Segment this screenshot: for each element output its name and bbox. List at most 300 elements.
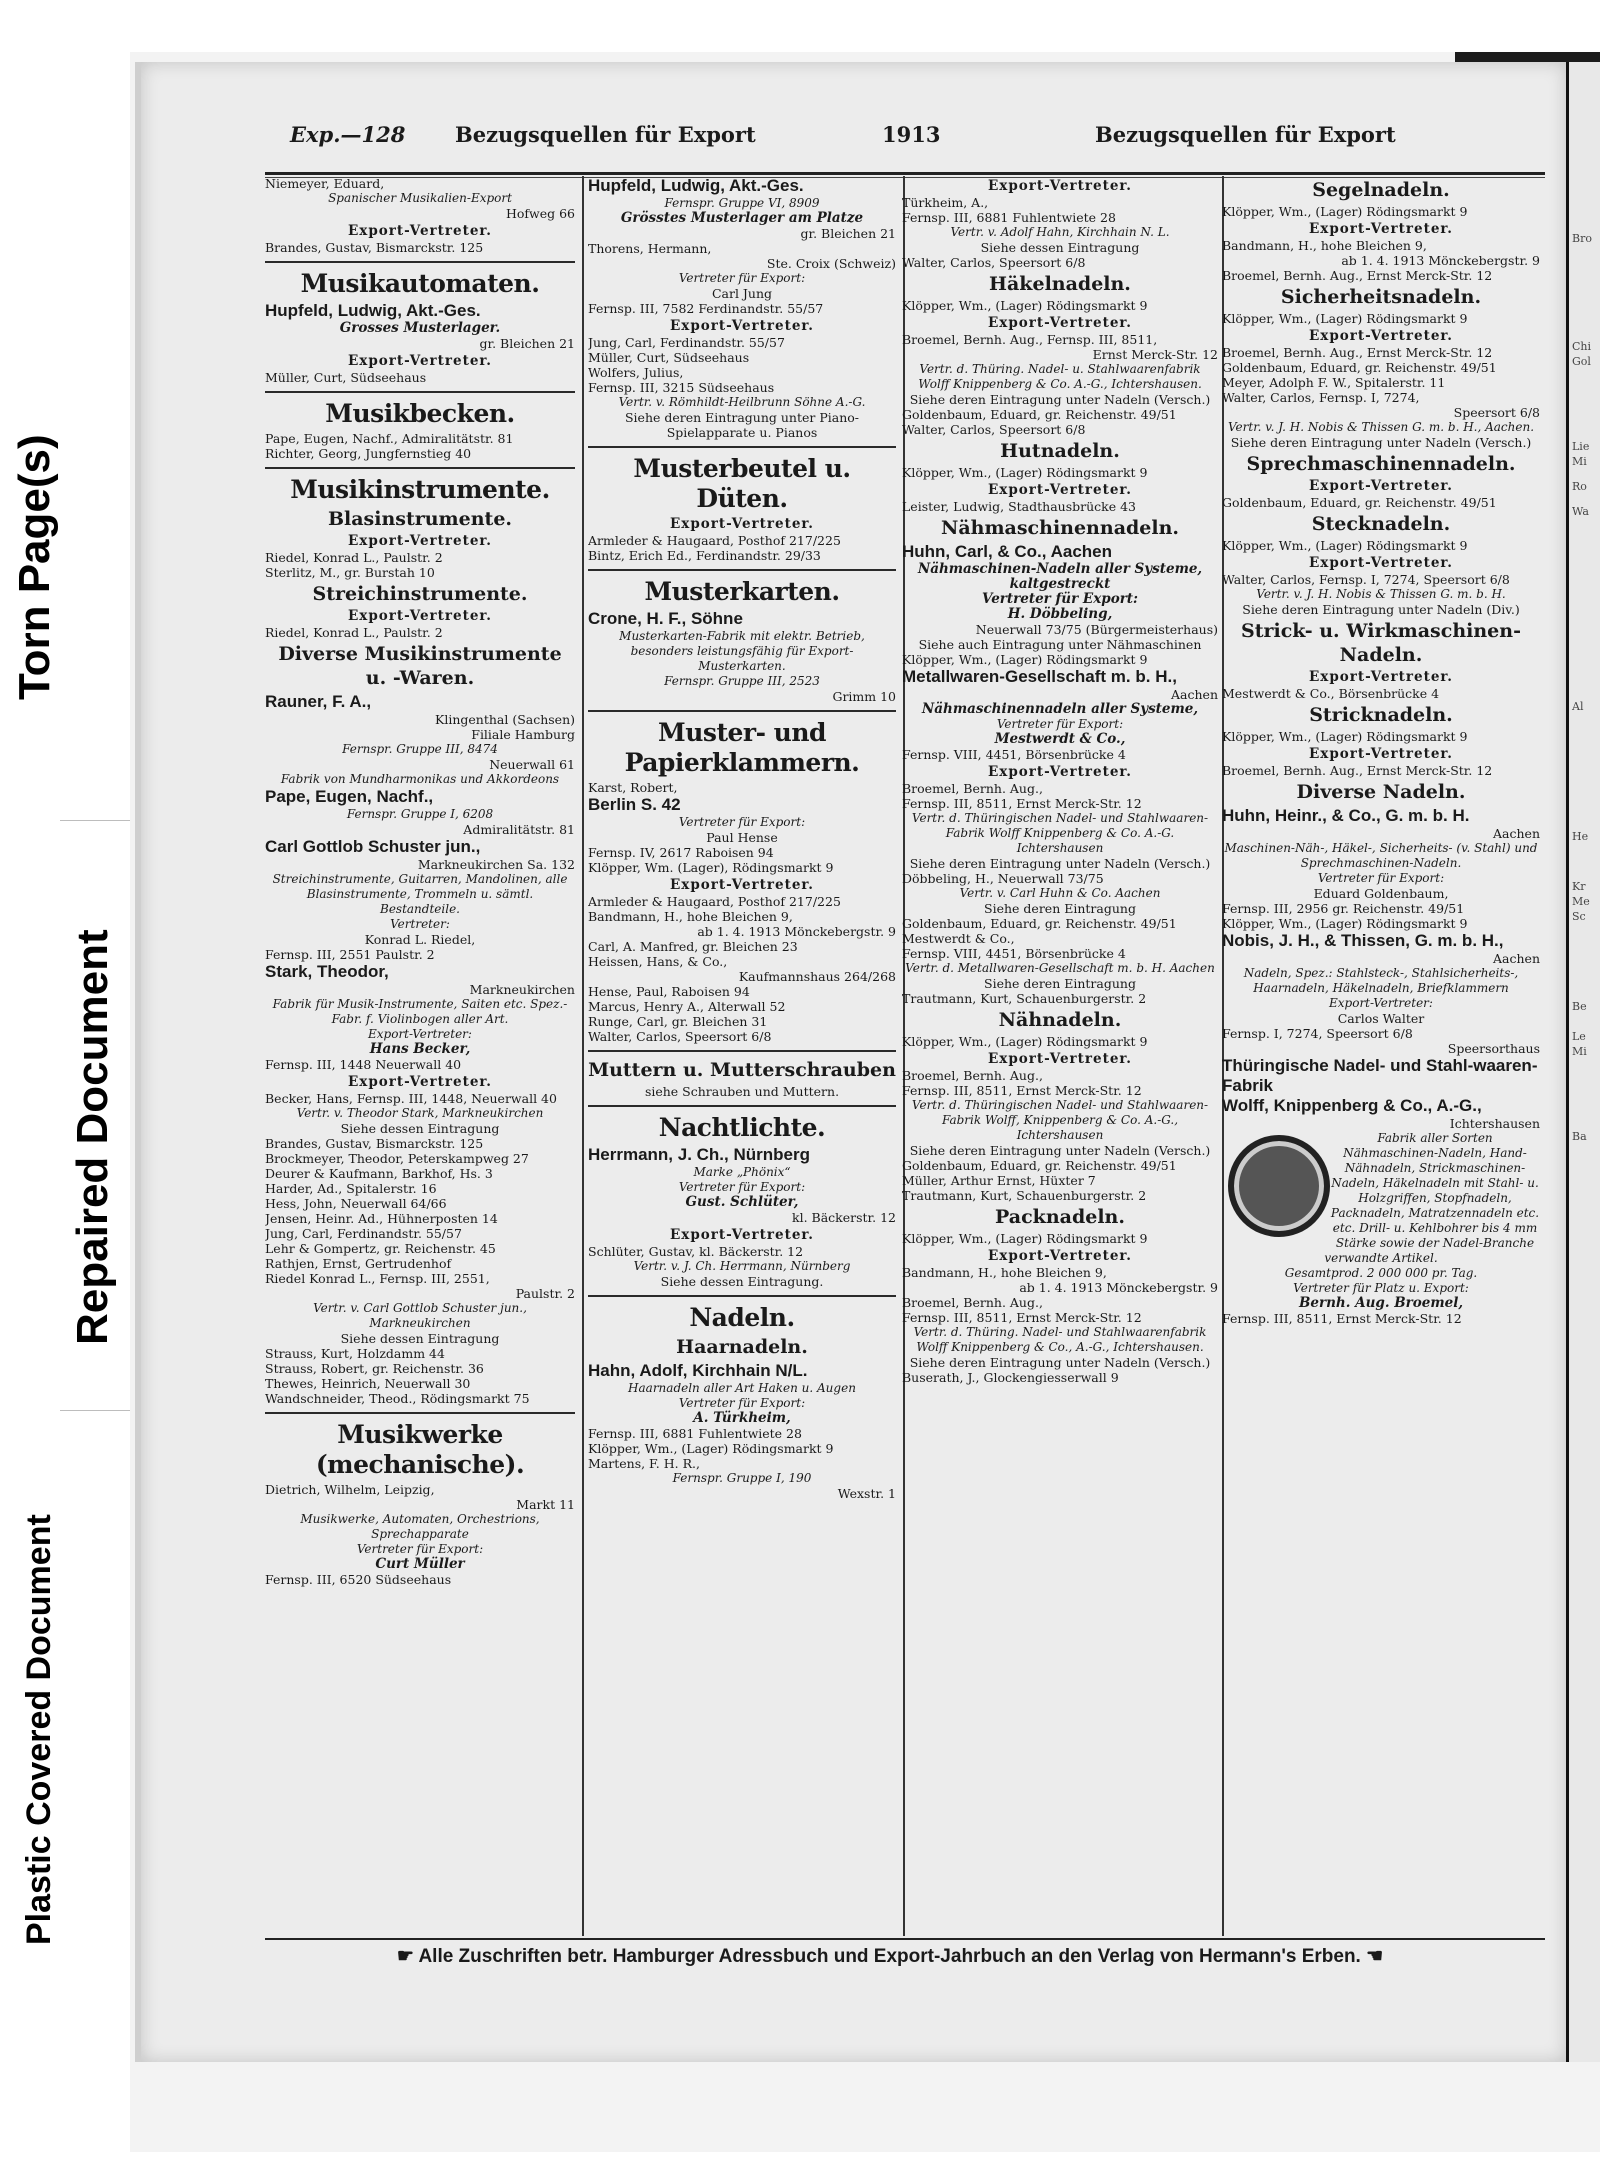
entry-address-right: Neuerwall 61 [489,757,575,772]
section-title: Musikbecken. [325,399,515,428]
export-vertreter-heading: Export-Vertreter. [347,608,493,624]
entry-address-right: Markneukirchen Sa. 132 [417,857,575,872]
entry-bold-italic: Curt Müller [375,1556,465,1572]
entry-address-right: Speersort 6/8 [1453,405,1540,420]
firm-name: Hupfeld, Ludwig, Akt.-Ges. [265,301,481,320]
export-vertreter-heading: Export-Vertreter. [1308,669,1454,685]
entry-address-right: Aachen [1493,826,1540,841]
entry-italic-note: Vertreter für Export: [356,1542,484,1556]
entry-line: Fernsp. III, 3215 Südseehaus [588,380,775,395]
annotation-sidebar [0,0,130,2177]
entry-centered-note: Eduard Goldenbaum, [1313,886,1449,901]
entry-bold-italic: Grosses Musterlager. [339,320,501,336]
footer-rule [265,1938,1545,1940]
subsection-title: Streichinstrumente. [312,583,528,605]
entry-line: Heissen, Hans, & Co., [588,954,728,969]
entry-line: Riedel, Konrad L., Paulstr. 2 [265,625,443,640]
entry-line: Deurer & Kaufmann, Barkhof, Hs. 3 [265,1166,493,1181]
entry-line: Armleder & Haugaard, Posthof 217/225 [588,894,841,909]
entry-line: Broemel, Bernh. Aug., Ernst Merck-Str. 12 [1222,345,1493,360]
adjacent-page-fragment: Sc [1572,910,1586,923]
entry-line: Walter, Carlos, Speersort 6/8 [588,1029,772,1044]
entry-line: Broemel, Bernh. Aug., Ernst Merck-Str. 12 [1222,268,1493,283]
entry-line: Klöpper, Wm., (Lager) Rödingsmarkt 9 [1222,204,1468,219]
entry-line: Jung, Carl, Ferdinandstr. 55/57 [588,335,785,350]
entry-line: Harder, Ad., Spitalerstr. 16 [265,1181,437,1196]
entry-line: Marcus, Henry A., Alterwall 52 [588,999,786,1014]
entry-line: Thorens, Hermann, [588,241,712,256]
entry-line: Schlüter, Gustav, kl. Bäckerstr. 12 [588,1244,804,1259]
entry-line: Carl, A. Manfred, gr. Bleichen 23 [588,939,798,954]
section-rule [265,391,575,393]
entry-italic-note: Streichinstrumente, Guitarren, Mandolinen, alle Blasinstrumente, Trommeln u. sämtl. Bestandteile. [272,872,568,916]
export-vertreter-heading: Export-Vertreter. [987,1051,1133,1067]
firm-name: Hupfeld, Ludwig, Akt.-Ges. [588,176,804,195]
entry-line: Armleder & Haugaard, Posthof 217/225 [588,533,841,548]
entry-line: Fernsp. III, 8511, Ernst Merck-Str. 12 [902,796,1142,811]
entry-italic-note: Maschinen-Näh-, Häkel-, Sicherheits- (v. Stahl) und Sprechmaschinen-Nadeln. [1224,841,1538,870]
entry-line: Wolfers, Julius, [588,365,684,380]
entry-address-right: Speersorthaus [1447,1041,1540,1056]
entry-line: Brandes, Gustav, Bismarckstr. 125 [265,240,484,255]
section-rule [588,1105,896,1107]
header-rule [265,172,1545,175]
entry-bold-italic: Nähmaschinennadeln aller Systeme, [921,701,1199,717]
entry-line: Müller, Curt, Südseehaus [588,350,750,365]
firm-name: Herrmann, J. Ch., Nürnberg [588,1145,810,1164]
entry-italic-note: Nadeln, Spez.: Stahlsteck-, Stahlsicherheits-, Haarnadeln, Häkelnadeln, Briefklammern [1243,966,1519,995]
entry-italic-note: Fernspr. Gruppe VI, 8909 [664,196,820,210]
entry-centered-note: Siehe auch Eintragung unter Nähmaschinen [918,637,1202,652]
entry-line: Goldenbaum, Eduard, gr. Reichenstr. 49/51 [1222,360,1497,375]
section-rule [265,467,575,469]
export-vertreter-heading: Export-Vertreter. [1308,555,1454,571]
adjacent-page-fragment: Ro [1572,480,1587,493]
subsection-title: Diverse Musikinstrumente u. -Waren. [278,643,562,689]
entry-line: Riedel Konrad L., Fernsp. III, 2551, [265,1271,490,1286]
entry-line: Goldenbaum, Eduard, gr. Reichenstr. 49/51 [1222,495,1497,510]
adjacent-page-fragment: Wa [1572,505,1589,518]
firm-name: Stark, Theodor, [265,962,389,981]
entry-bold-italic: Hans Becker, [369,1041,471,1057]
export-vertreter-heading: Export-Vertreter. [987,178,1133,194]
entry-line: Bandmann, H., hohe Bleichen 9, [1222,238,1427,253]
entry-centered-note: Siehe dessen Eintragung [980,240,1140,255]
entry-line: Fernsp. III, 1448 Neuerwall 40 [265,1057,462,1072]
entry-italic-note: Export-Vertreter: [1329,996,1433,1010]
subsection-title: Blasinstrumente. [327,508,513,530]
entry-italic-note: Vertreter für Export: [678,815,806,829]
entry-line: Walter, Carlos, Fernsp. I, 7274, Speersort 6/8 [1222,572,1510,587]
adjacent-page-fragment: Gol [1572,355,1591,368]
entry-line: Bandmann, H., hohe Bleichen 9, [902,1265,1107,1280]
header-year: 1913 [882,122,941,147]
section-title: Musterbeutel u. Düten. [633,454,851,513]
entry-bold-italic: Vertreter für Export: [981,591,1139,607]
entry-centered-note: Carl Jung [711,286,773,301]
entry-line: Klöpper, Wm. (Lager), Rödingsmarkt 9 [588,860,834,875]
subsection-title: Stricknadeln. [1309,704,1453,726]
entry-address-right: Hofweg 66 [505,206,575,221]
section-rule [588,710,896,712]
export-vertreter-heading: Export-Vertreter. [987,1248,1133,1264]
entry-line: Fernsp. III, 6881 Fuhlentwiete 28 [588,1426,802,1441]
entry-italic-note: Vertr. v. Theodor Stark, Markneukirchen [296,1106,544,1120]
entry-bold-italic: Mestwerdt & Co., [994,731,1126,747]
entry-address-right: Admiralitätstr. 81 [463,822,575,837]
entry-line: Mestwerdt & Co., [902,931,1015,946]
entry-italic-note: Vertr. d. Thüringischen Nadel- und Stahlwaaren-Fabrik Wolff Knippenberg & Co. A.-G. Ichtershausen [911,811,1209,855]
entry-centered-note: Siehe deren Eintragung [984,901,1136,916]
export-vertreter-heading: Export-Vertreter. [347,1074,493,1090]
header-right-title: Bezugsquellen für Export [1095,122,1396,147]
entry-line: Jensen, Heinr. Ad., Hühnerposten 14 [265,1211,498,1226]
entry-bold-italic: Grösstes Musterlager am Platze [620,210,864,226]
adjacent-page-fragment: Le [1572,1030,1586,1043]
entry-line: Fernsp. VIII, 4451, Börsenbrücke 4 [902,946,1126,961]
entry-line: Riedel, Konrad L., Paulstr. 2 [265,550,443,565]
entry-italic-note: Vertr. v. Carl Huhn & Co. Aachen [959,886,1161,900]
adjacent-page-fragment: Mi [1572,455,1587,468]
column-1 [265,176,575,1936]
entry-italic-note: Vertreter für Export: [678,1396,806,1410]
export-vertreter-heading: Export-Vertreter. [347,533,493,549]
entry-line: Karst, Robert, [588,780,678,795]
entry-line: Strauss, Robert, gr. Reichenstr. 36 [265,1361,484,1376]
entry-italic-note: Vertr. v. Römhildt-Heilbrunn Söhne A.-G. [618,395,866,409]
column-divider [582,176,584,1936]
entry-line: Wandschneider, Theod., Rödingsmarkt 75 [265,1391,530,1406]
entry-address-right: gr. Bleichen 21 [800,226,896,241]
adjacent-page-fragment: He [1572,830,1589,843]
entry-centered-note: Siehe deren Eintragung unter Nadeln (Div.) [1242,602,1520,617]
adjacent-page-fragment: Mi [1572,1045,1587,1058]
entry-bold-italic: Gust. Schlüter, [685,1194,799,1210]
entry-address-right: Aachen [1171,687,1218,702]
entry-bold-italic: A. Türkheim, [693,1410,791,1426]
entry-centered-note: Siehe dessen Eintragung. [660,1274,824,1289]
adjacent-page-fragment: Lie [1572,440,1590,453]
pointing-hand-icon: ☛ [396,1946,419,1967]
entry-italic-note: Vertr. d. Thüringischen Nadel- und Stahlwaaren-Fabrik Wolff, Knippenberg & Co. A.-G., Ichtershausen [911,1098,1209,1142]
section-title: Musikinstrumente. [290,475,550,504]
section-rule [265,1412,575,1414]
footer-text: Alle Zuschriften betr. Hamburger Adressbuch und Export-Jahrbuch an den Verlag von Hermann's Erben. [418,1946,1361,1967]
entry-address-right: gr. Bleichen 21 [479,336,575,351]
section-title: Musikwerke (mechanische). [315,1420,525,1479]
section-rule [265,261,575,263]
column-4 [1222,176,1540,1936]
entry-address-right: kl. Bäckerstr. 12 [792,1210,896,1225]
entry-bold-italic: H. Döbbeling, [1007,606,1113,622]
entry-line: Goldenbaum, Eduard, gr. Reichenstr. 49/51 [902,1158,1177,1173]
entry-italic-note: Vertreter für Export: [1317,871,1445,885]
section-title: Nadeln. [689,1303,795,1332]
entry-line: Bintz, Erich Ed., Ferdinandstr. 29/33 [588,548,821,563]
entry-address-right: Markt 11 [516,1497,575,1512]
entry-line: Walter, Carlos, Fernsp. I, 7274, [1222,390,1420,405]
page-header [290,122,1520,158]
entry-line: Lehr & Gompertz, gr. Reichenstr. 45 [265,1241,496,1256]
entry-bold-italic: Nähmaschinen-Nadeln aller Systeme, kaltgestreckt [917,561,1203,592]
entry-line: Leister, Ludwig, Stadthausbrücke 43 [902,499,1136,514]
entry-centered-note: Siehe dessen Eintragung [340,1331,500,1346]
entry-line: Trautmann, Kurt, Schauenburgerstr. 2 [902,991,1147,1006]
entry-address-right: ab 1. 4. 1913 Mönckebergstr. 9 [697,924,896,939]
entry-line: Türkheim, A., [902,195,989,210]
entry-line: Fernsp. III, 6520 Südseehaus [265,1572,452,1587]
adjacent-page-fragment: Bro [1572,232,1592,245]
entry-italic-note: Vertreter für Export: [678,271,806,285]
adjacent-page-fragment: Me [1572,895,1590,908]
entry-italic-note: Fabrik von Mundharmonikas und Akkordeons [280,772,560,786]
subsection-title: Muttern u. Mutterschrauben [588,1059,896,1081]
entry-line: Klöpper, Wm., (Lager) Rödingsmarkt 9 [588,1441,834,1456]
entry-line: Fernsp. I, 7274, Speersort 6/8 [1222,1026,1413,1041]
entry-centered-note: Konrad L. Riedel, [364,932,476,947]
sidebar-separator [60,820,130,821]
adjacent-page-fragment: Ba [1572,1130,1587,1143]
entry-line: Brockmeyer, Theodor, Peterskampweg 27 [265,1151,529,1166]
adjacent-page-fragment: Kr [1572,880,1586,893]
export-vertreter-heading: Export-Vertreter. [1308,746,1454,762]
entry-italic-note: Haarnadeln aller Art Haken u. Augen [628,1381,856,1395]
export-vertreter-heading: Export-Vertreter. [987,764,1133,780]
section-rule [588,446,896,448]
entry-line: Fernsp. III, 8511, Ernst Merck-Str. 12 [902,1083,1142,1098]
subsection-title: Sprechmaschinennadeln. [1246,453,1516,475]
entry-line: Broemel, Bernh. Aug., [902,1295,1043,1310]
entry-address-right: ab 1. 4. 1913 Mönckebergstr. 9 [1019,1280,1218,1295]
subsection-title: Häkelnadeln. [989,273,1131,295]
entry-line: Strauss, Kurt, Holzdamm 44 [265,1346,445,1361]
entry-address-right: Kaufmannshaus 264/268 [738,969,896,984]
entry-centered-note: siehe Schrauben und Muttern. [644,1084,840,1099]
entry-italic-note: Vertreter für Platz u. Export: [1293,1281,1469,1295]
section-rule [588,569,896,571]
entry-line: Brandes, Gustav, Bismarckstr. 125 [265,1136,484,1151]
entry-italic-note: Vertr. d. Thüring. Nadel- u. Stahlwaarenfabrik Wolff Knippenberg & Co. A.-G., Ichtershausen. [918,362,1202,391]
entry-line: Trautmann, Kurt, Schauenburgerstr. 2 [902,1188,1147,1203]
pointing-hand-icon: ☚ [1360,1946,1384,1967]
firm-name: Rauner, F. A., [265,692,372,711]
entry-centered-note: Paul Hense [706,830,778,845]
export-vertreter-heading: Export-Vertreter. [347,223,493,239]
export-vertreter-heading: Export-Vertreter. [347,353,493,369]
entry-centered-note: Carlos Walter [1337,1011,1425,1026]
sidebar-separator [60,1410,130,1411]
entry-italic-note: Gesamtprod. 2 000 000 pr. Tag. [1284,1266,1478,1280]
export-vertreter-heading: Export-Vertreter. [669,516,815,532]
entry-italic-note: Vertr. v. J. H. Nobis & Thissen G. m. b. H. [1256,587,1506,601]
entry-line: Fernsp. VIII, 4451, Börsenbrücke 4 [902,747,1126,762]
entry-italic-note: Vertreter für Export: [678,1180,806,1194]
entry-line: Döbbeling, H., Neuerwall 73/75 [902,871,1104,886]
entry-centered-note: Siehe dessen Eintragung [340,1121,500,1136]
column-3 [902,176,1218,1936]
section-title: Musterkarten. [644,577,840,606]
entry-address-right: Neuerwall 73/75 (Bürgermeisterhaus) [975,622,1218,637]
entry-line: Fernsp. IV, 2617 Raboisen 94 [588,845,774,860]
entry-address-right: ab 1. 4. 1913 Mönckebergstr. 9 [1341,253,1540,268]
subsection-title: Hutnadeln. [1000,440,1120,462]
entry-line: Walter, Carlos, Speersort 6/8 [902,255,1086,270]
entry-centered-note: Siehe deren Eintragung unter Nadeln (Versch.) [1230,435,1532,450]
subsection-title: Haarnadeln. [676,1336,808,1358]
entry-italic-note: Fabrik für Musik-Instrumente, Saiten etc. Spez.-Fabr. f. Violinbogen aller Art. [272,997,568,1026]
firm-name: Carl Gottlob Schuster jun., [265,837,481,856]
firm-name: Pape, Eugen, Nachf., [265,787,434,806]
entry-line: Goldenbaum, Eduard, gr. Reichenstr. 49/51 [902,916,1177,931]
entry-line: Goldenbaum, Eduard, gr. Reichenstr. 49/51 [902,407,1177,422]
entry-line: Fernsp. III, 2956 gr. Reichenstr. 49/51 [1222,901,1465,916]
entry-line: Pape, Eugen, Nachf., Admiralitätstr. 81 [265,431,514,446]
page-footer [255,1945,1525,1968]
subsection-title: Diverse Nadeln. [1296,781,1466,803]
entry-italic-note: Vertr. v. Carl Gottlob Schuster jun., Markneukirchen [313,1301,527,1330]
entry-line: Hense, Paul, Raboisen 94 [588,984,750,999]
export-vertreter-heading: Export-Vertreter. [1308,221,1454,237]
page-number: Exp.—128 [290,122,406,147]
entry-line: Thewes, Heinrich, Neuerwall 30 [265,1376,471,1391]
entry-line: Mestwerdt & Co., Börsenbrücke 4 [1222,686,1440,701]
entry-line: Martens, F. H. R., [588,1456,700,1471]
subsection-title: Segelnadeln. [1312,179,1450,201]
firm-name: Wolff, Knippenberg & Co., A.-G., [1222,1096,1482,1115]
subsection-title: Strick- u. Wirkmaschinen-Nadeln. [1241,620,1521,666]
entry-line: Richter, Georg, Jungfernstieg 40 [265,446,472,461]
entry-line: Hess, John, Neuerwall 64/66 [265,1196,447,1211]
entry-line: Klöpper, Wm., (Lager) Rödingsmarkt 9 [902,465,1148,480]
entry-address-right: Ste. Croix (Schweiz) [766,256,896,271]
entry-centered-note: Siehe deren Eintragung unter Nadeln (Versch.) [909,1355,1211,1370]
subsection-title: Nähmaschinennadeln. [940,517,1180,539]
entry-centered-note: Siehe deren Eintragung unter Nadeln (Versch.) [909,1143,1211,1158]
entry-centered-note: Siehe deren Eintragung unter Nadeln (Versch.) [909,856,1211,871]
subsection-title: Nähnadeln. [998,1009,1122,1031]
entry-line: Klöpper, Wm., (Lager) Rödingsmarkt 9 [1222,729,1468,744]
entry-italic-note: Vertr. v. J. Ch. Herrmann, Nürnberg [633,1259,851,1273]
entry-italic-note: Vertr. d. Thüring. Nadel- und Stahlwaarenfabrik Wolff Knippenberg & Co., A.-G., Ichtershausen. [913,1325,1207,1354]
export-vertreter-heading: Export-Vertreter. [669,1227,815,1243]
entry-line: Broemel, Bernh. Aug., Ernst Merck-Str. 12 [1222,763,1493,778]
entry-line: Meyer, Adolph F. W., Spitalerstr. 11 [1222,375,1446,390]
entry-line: Müller, Arthur Ernst, Hüxter 7 [902,1173,1096,1188]
entry-italic-note: Vertreter: [390,917,450,931]
entry-line: Broemel, Bernh. Aug., [902,781,1043,796]
entry-line: Becker, Hans, Fernsp. III, 1448, Neuerwall 40 [265,1091,557,1106]
entry-line: Fernsp. III, 6881 Fuhlentwiete 28 [902,210,1116,225]
entry-address-right: Filiale Hamburg [471,727,575,742]
plastic-covered-label: Plastic Covered Document [20,1514,58,1945]
export-vertreter-heading: Export-Vertreter. [669,318,815,334]
adjacent-page-fragment: Chi [1572,340,1592,353]
entry-italic-note: Vertr. v. J. H. Nobis & Thissen G. m. b. H., Aachen. [1227,420,1535,434]
entry-address-right: Aachen [1493,951,1540,966]
entry-line: Jung, Carl, Ferdinandstr. 55/57 [265,1226,462,1241]
export-vertreter-heading: Export-Vertreter. [1308,328,1454,344]
section-title: Muster- und Papierklammern. [624,718,860,777]
entry-address-right: Markneukirchen [469,982,575,997]
entry-address-right: Ernst Merck-Str. 12 [1092,347,1218,362]
entry-bold-italic: Bernh. Aug. Broemel, [1298,1295,1464,1311]
entry-line: Dietrich, Wilhelm, Leipzig, [265,1482,435,1497]
column-2 [588,176,896,1936]
firm-name: Nobis, J. H., & Thissen, G. m. b. H., [1222,931,1504,950]
firm-name: Huhn, Heinr., & Co., G. m. b. H. [1222,806,1470,825]
entry-italic-note: Vertreter für Export: [996,717,1124,731]
entry-line: Runge, Carl, gr. Bleichen 31 [588,1014,768,1029]
entry-line: Klöpper, Wm., (Lager) Rödingsmarkt 9 [1222,311,1468,326]
export-vertreter-heading: Export-Vertreter. [987,482,1133,498]
entry-line: Klöpper, Wm., (Lager) Rödingsmarkt 9 [902,298,1148,313]
entry-italic-note: Musterkarten-Fabrik mit elektr. Betrieb, besonders leistungsfähig für Export-Musterkarten. [619,629,865,673]
entry-italic-note: Vertr. d. Metallwaren-Gesellschaft m. b. H. Aachen [905,961,1215,975]
entry-line: Klöpper, Wm., (Lager) Rödingsmarkt 9 [1222,538,1468,553]
entry-line: Klöpper, Wm., (Lager) Rödingsmarkt 9 [902,1034,1148,1049]
adjacent-page-fragment: Be [1572,1000,1587,1013]
entry-italic-note: Marke „Phönix“ [693,1165,791,1179]
entry-centered-note: Siehe deren Eintragung unter Piano-Spielapparate u. Pianos [624,410,859,440]
entry-italic-note: Fabrik aller Sorten Nähmaschinen-Nadeln, Hand-Nähnadeln, Strickmaschinen-Nadeln, Häkelnadeln mit Stahl- u. Holzgriffen, Stopfnadeln, Packnadeln, Matratzennadeln etc. etc. Drill- u. Kehlbohrer bis 4 mm Stärke sowie der Nadel-Branche verwandte Artikel. [1324,1131,1540,1265]
entry-line: Bandmann, H., hohe Bleichen 9, [588,909,793,924]
subsection-title: Packnadeln. [995,1206,1125,1228]
header-left-title: Bezugsquellen für Export [455,122,756,147]
export-vertreter-heading: Export-Vertreter. [987,315,1133,331]
section-rule [588,1295,896,1297]
section-rule [588,1050,896,1052]
company-seal-icon [1228,1135,1330,1237]
export-vertreter-heading: Export-Vertreter. [669,877,815,893]
entry-line: Müller, Curt, Südseehaus [265,370,427,385]
firm-name: Hahn, Adolf, Kirchhain N/L. [588,1361,808,1380]
entry-italic-note: Export-Vertreter: [368,1027,472,1041]
adjacent-page-fragment: Al [1572,700,1584,713]
entry-italic-note: Fernspr. Gruppe I, 6208 [346,807,494,821]
entry-line: Fernsp. III, 8511, Ernst Merck-Str. 12 [902,1310,1142,1325]
entry-centered-note: Siehe deren Eintragung [984,976,1136,991]
subsection-title: Stecknadeln. [1311,513,1451,535]
entry-line: Fernsp. III, 7582 Ferdinandstr. 55/57 [588,301,824,316]
entry-line: Klöpper, Wm., (Lager) Rödingsmarkt 9 [1222,916,1468,931]
entry-italic-note: Musikwerke, Automaten, Orchestrions, Sprechapparate [300,1512,540,1541]
entry-centered-note: Siehe deren Eintragung unter Nadeln (Versch.) [909,392,1211,407]
entry-line: Buserath, J., Glockengiesserwall 9 [902,1370,1119,1385]
entry-line: Walter, Carlos, Speersort 6/8 [902,422,1086,437]
entry-italic-note: Fernspr. Gruppe III, 8474 [342,742,498,756]
firm-name: Thüringische Nadel- und Stahl-waaren-Fabrik [1222,1056,1538,1095]
entry-address-right: Ichtershausen [1449,1116,1540,1131]
entry-line: Klöpper, Wm., (Lager) Rödingsmarkt 9 [902,652,1148,667]
torn-pages-label: Torn Page(s) [10,434,59,700]
firm-name: Metallwaren-Gesellschaft m. b. H., [902,667,1177,686]
entry-line: Fernsp. III, 2551 Paulstr. 2 [265,947,435,962]
entry-italic-note: Vertr. v. Adolf Hahn, Kirchhain N. L. [950,225,1170,239]
firm-name: Crone, H. F., Söhne [588,609,743,628]
repaired-document-label: Repaired Document [68,929,117,1345]
entry-line: Broemel, Bernh. Aug., [902,1068,1043,1083]
entry-line: Fernsp. III, 8511, Ernst Merck-Str. 12 [1222,1311,1462,1326]
entry-address-right: Wexstr. 1 [837,1486,896,1501]
section-title: Nachtlichte. [658,1113,826,1142]
entry-address-right: Grimm 10 [832,689,896,704]
entry-italic-note: Fernspr. Gruppe I, 190 [672,1471,812,1485]
firm-name: Berlin S. 42 [588,795,681,814]
entry-italic-note: Spanischer Musikalien-Export [328,191,512,205]
entry-line: Klöpper, Wm., (Lager) Rödingsmarkt 9 [902,1231,1148,1246]
entry-address-right: Paulstr. 2 [515,1286,575,1301]
entry-line: Rathjen, Ernst, Gertrudenhof [265,1256,452,1271]
